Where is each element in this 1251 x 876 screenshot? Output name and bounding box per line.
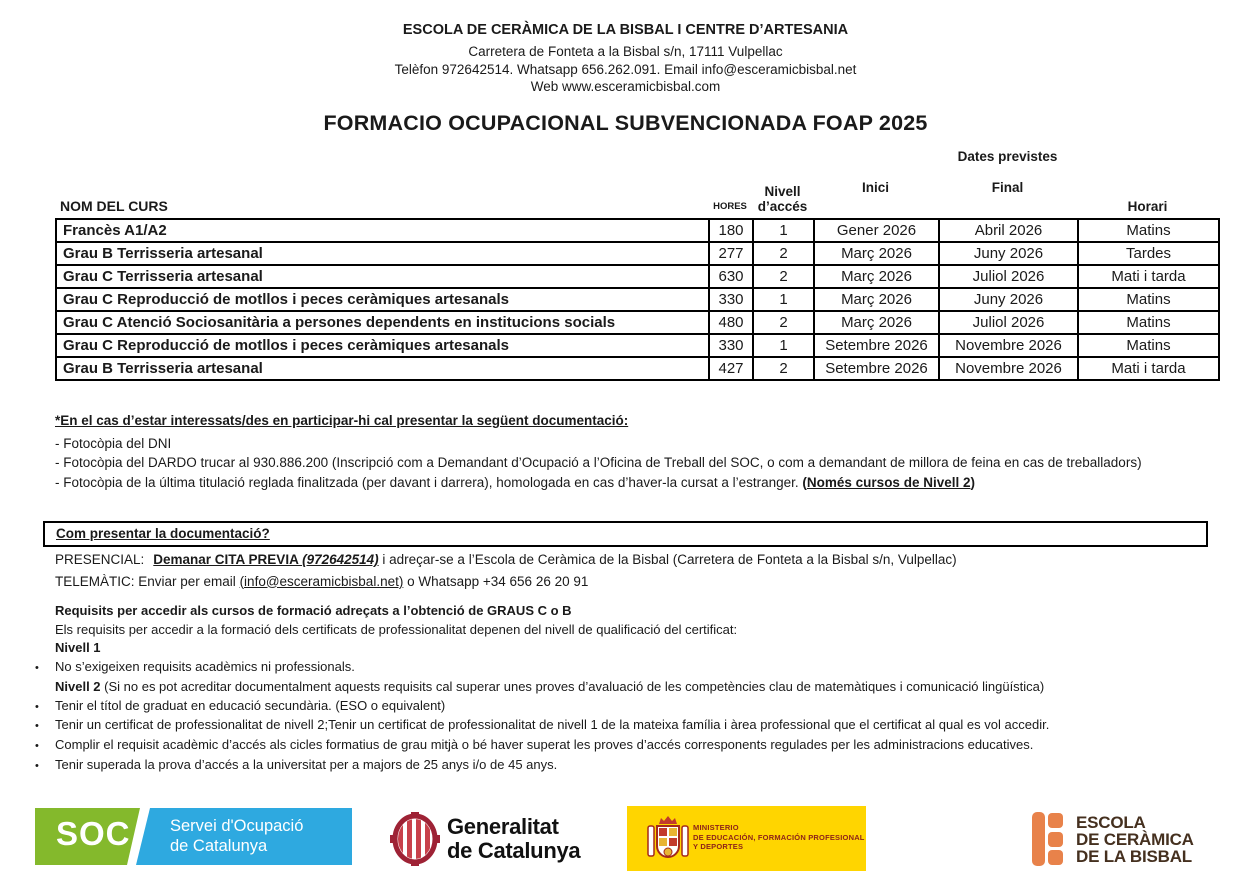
nivell-1-label: Nivell 1 [55,640,101,656]
escola-line1: ESCOLA [1076,813,1146,832]
course-end: Juny 2026 [939,242,1078,265]
generalitat-logo-text [447,815,580,863]
col-header-hores: HORES [713,201,747,212]
requirements-section [35,602,1247,775]
org-web: Web www.esceramicbisbal.com [530,79,721,94]
nivell-2-rest: (Si no es pot acreditar documentalment aquests requisits cal superar unes proves d’avaluació de les competències clau de matemàtiques i comunicació lingüística) [100,678,1045,694]
table-row [56,334,1219,357]
course-hours: 630 [709,265,753,288]
course-level: 2 [753,311,814,334]
org-name: ESCOLA DE CERÀMICA DE LA BISBAL I CENTRE D’ARTESANIA [402,22,849,38]
org-contact: Telèfon 972642514. Whatsapp 656.262.091. Email info@esceramicbisbal.net [394,61,857,77]
course-table [55,218,1220,381]
documentation-item-titulacio [55,473,1210,493]
escola-line2: DE CERÀMICA [1076,830,1194,849]
documentation-item-dni: - Fotocòpia del DNI [55,435,172,451]
course-level: 2 [753,242,814,265]
ministerio-line2: DE EDUCACIÓN, FORMACIÓN PROFESIONAL [693,832,865,842]
escola-icon-square [1048,850,1063,865]
cita-previa-phone: (972642514) [302,552,379,567]
documentation-item-dardo: - Fotocòpia del DARDO trucar al 930.886.200 (Inscripció com a Demandant d’Ocupació a l’Oficina de Treball del SOC, o com a demandant de millora de feina en cas de treballadors) [55,455,1142,470]
telematic-label: TELEMÀTIC: [55,573,135,589]
col-header-horari: Horari [1127,199,1168,214]
col-header-final: Final [991,180,1024,195]
course-schedule: Matins [1078,311,1219,334]
course-end: Novembre 2026 [939,357,1078,380]
course-end: Juliol 2026 [939,311,1078,334]
table-row [56,311,1219,334]
soc-abbr: SOC [56,815,131,852]
bullet-text: Tenir el títol de graduat en educació secundària. (ESO o equivalent) [55,697,446,713]
course-start: Març 2026 [814,288,939,311]
escola-ceramica-logo [1032,812,1242,868]
bullet-text: Tenir un certificat de professionalitat de nivell 2;Tenir un certificat de professionalitat de nivell 1 de la mateixa família i àrea professional que el certificat al qual es vol accedir. [55,717,1050,733]
bullet-icon: • [35,720,39,733]
course-name: Francès A1/A2 [56,219,709,242]
course-hours: 277 [709,242,753,265]
generalitat-logo [390,810,620,868]
course-name: Grau B Terrisseria artesanal [56,357,709,380]
course-start: Setembre 2026 [814,334,939,357]
course-end: Juliol 2026 [939,265,1078,288]
titulacio-paren-close: ) [970,474,975,490]
col-header-nivell-dacces [752,185,813,216]
col-header-nom-del-curs: NOM DEL CURS [60,198,168,214]
course-schedule: Matins [1078,219,1219,242]
table-row [56,357,1219,380]
course-start: Setembre 2026 [814,357,939,380]
course-hours: 480 [709,311,753,334]
escola-ceramica-icon [1032,812,1066,866]
course-start: Març 2026 [814,265,939,288]
documentation-heading: *En el cas d’estar interessats/des en participar-hi cal presentar la següent documentació: [55,413,629,428]
table-row [56,288,1219,311]
email-link[interactable]: (info@esceramicbisbal.net) [239,573,404,589]
bullet-icon: • [35,759,39,772]
generalitat-line1: Generalitat [447,814,559,839]
soc-logo [35,808,352,865]
course-schedule: Mati i tarda [1078,265,1219,288]
course-level: 2 [753,265,814,288]
com-presentar-box [43,521,1208,547]
presentation-lines [55,549,957,592]
requirement-bullet [35,716,1247,736]
soc-text-line1: Servei d'Ocupació [170,817,304,835]
course-hours: 427 [709,357,753,380]
titulacio-paren-open: ( [802,474,807,490]
generalitat-shield-icon [390,812,440,866]
ministerio-logo [627,806,866,871]
course-name: Grau C Atenció Sociosanitària a persones dependents en institucions socials [56,311,709,334]
table-row [56,242,1219,265]
course-level: 1 [753,288,814,311]
bullet-icon: • [35,739,39,752]
telematic-line [55,571,957,593]
requirements-heading: Requisits per accedir als cursos de formació adreçats a l’obtenció de GRAUS C o B [55,603,572,618]
spain-coat-of-arms-icon [647,814,689,863]
course-schedule: Tardes [1078,242,1219,265]
table-row [56,219,1219,242]
bullet-text: No s’exigeixen requisits acadèmics ni professionals. [55,659,355,675]
escola-line3: DE LA BISBAL [1076,847,1192,866]
requirement-bullet [35,697,1247,717]
requirement-bullet [35,658,1247,678]
course-level: 2 [753,357,814,380]
titulacio-nivell2-note: Només cursos de Nivell 2 [806,474,971,490]
nivell-header-line2: d’accés [757,198,808,214]
course-level: 1 [753,219,814,242]
generalitat-line2: de Catalunya [447,838,581,863]
telematic-post: o Whatsapp +34 656 26 20 91 [403,573,589,589]
escola-logo-text [1076,814,1194,865]
requirement-bullet [35,736,1247,756]
course-hours: 330 [709,334,753,357]
course-hours: 330 [709,288,753,311]
table-header-row [55,174,1218,216]
presencial-rest: i adreçar-se a l’Escola de Ceràmica de la Bisbal (Carretera de Fonteta a la Bisbal s/n, Vulpellac) [378,552,957,567]
escola-icon-square [1048,832,1063,847]
page-title: FORMACIO OCUPACIONAL SUBVENCIONADA FOAP 2025 [323,111,928,135]
course-start: Gener 2026 [814,219,939,242]
ministerio-logo-text [693,823,865,852]
dates-previstes-label: Dates previstes [957,149,1058,164]
nivell-header-line1: Nivell [764,184,801,199]
ministerio-line1: MINISTERIO [693,823,739,832]
course-name: Grau C Reproducció de motllos i peces ceràmiques artesanals [56,288,709,311]
course-level: 1 [753,334,814,357]
org-address: Carretera de Fonteta a la Bisbal s/n, 17111 Vulpellac [468,44,783,59]
escola-icon-square [1048,813,1063,828]
course-start: Març 2026 [814,311,939,334]
course-name: Grau B Terrisseria artesanal [56,242,709,265]
soc-logo-text [170,817,303,856]
bullet-icon: • [35,700,39,713]
soc-text-line2: de Catalunya [170,836,268,855]
course-schedule: Mati i tarda [1078,357,1219,380]
telematic-pre: Enviar per email [134,573,240,589]
course-name: Grau C Terrisseria artesanal [56,265,709,288]
nivell-2-line [35,678,1247,697]
ministerio-line3: Y DEPORTES [693,842,744,851]
course-end: Novembre 2026 [939,334,1078,357]
course-schedule: Matins [1078,288,1219,311]
presencial-line [55,549,957,571]
course-end: Abril 2026 [939,219,1078,242]
col-header-inici: Inici [861,180,889,195]
course-name: Grau C Reproducció de motllos i peces ceràmiques artesanals [56,334,709,357]
nivell-2-label: Nivell 2 [55,678,101,694]
documentation-section [55,411,1210,492]
requirement-bullet [35,756,1247,776]
cita-previa-text: Demanar CITA PREVIA [153,552,303,567]
bullet-icon: • [35,662,39,675]
bullet-text: Tenir superada la prova d’accés a la universitat per a majors de 25 anys i/o de 45 anys. [55,756,558,772]
titulacio-text: - Fotocòpia de la última titulació reglada finalitzada (per davant i darrera), homologada en cas d’haver-la cursat a l’estranger. [55,474,803,490]
escola-icon-bar [1032,812,1045,866]
letterhead [0,22,1251,96]
course-start: Març 2026 [814,242,939,265]
com-presentar-heading: Com presentar la documentació? [56,526,270,541]
table-row [56,265,1219,288]
course-end: Juny 2026 [939,288,1078,311]
requirements-intro: Els requisits per accedir a la formació dels certificats de professionalitat depenen del nivell de qualificació del certificat: [55,621,738,637]
course-hours: 180 [709,219,753,242]
course-schedule: Matins [1078,334,1219,357]
presencial-label: PRESENCIAL: [55,552,145,567]
bullet-text: Complir el requisit acadèmic d’accés als cicles formatius de grau mitjà o bé haver superat les proves d’accés corresponents regulades per les administracions educatives. [55,736,1034,752]
